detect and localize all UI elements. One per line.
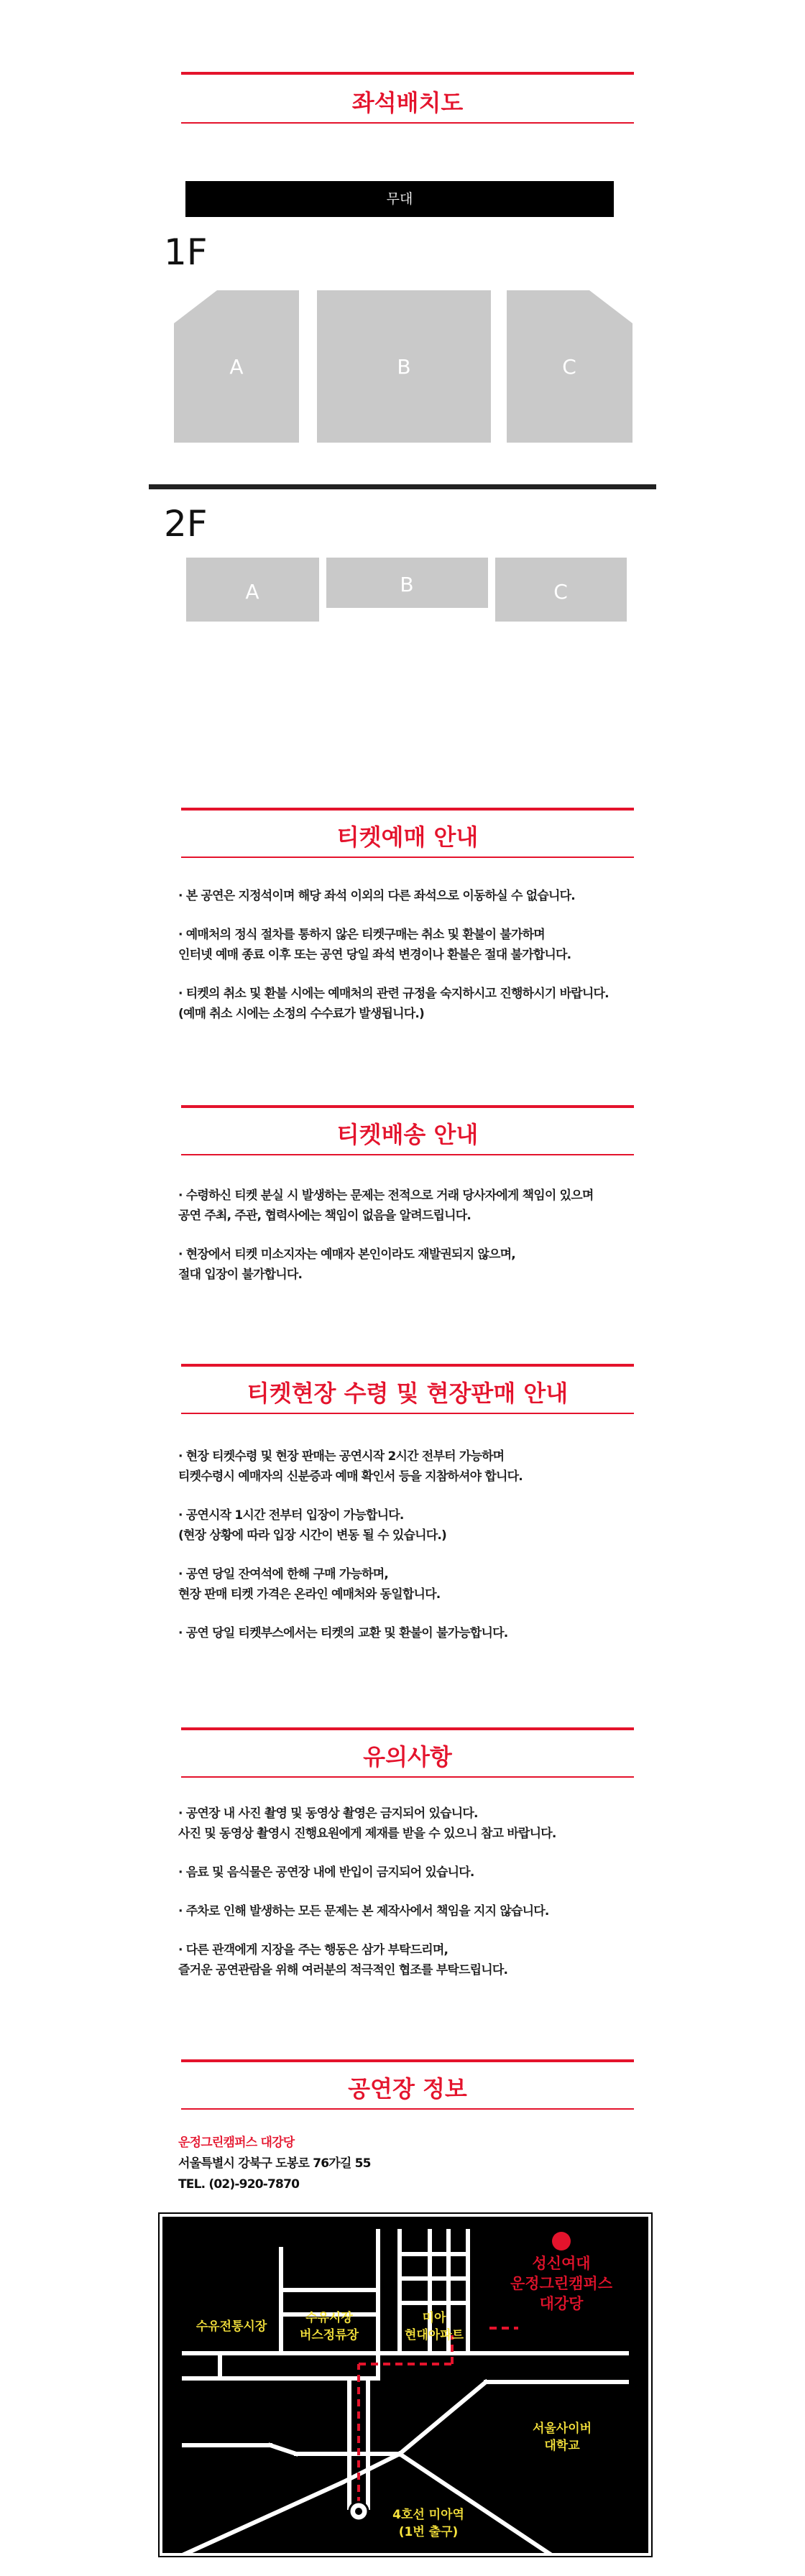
map-label-station-line1: 4호선 미아역 xyxy=(392,2508,464,2522)
section-1f-c-label: C xyxy=(562,355,576,379)
venue-map-drawing xyxy=(162,2217,648,2553)
section-1f-b-label: B xyxy=(397,355,411,379)
booking-note: · 예매처의 정식 절차를 통하지 않은 티켓구매는 취소 및 환불이 불가하며 인터넷 예매 종료 이후 또는 공연 당일 좌석 변경이나 환불은 절대 불가합니다. xyxy=(178,925,638,965)
floor-1-seating xyxy=(0,0,805,632)
seating-title: 좌석배치도 xyxy=(351,89,464,116)
delivery-notes xyxy=(178,1186,638,1303)
stage-label: 무대 xyxy=(386,191,413,207)
map-label-parking-line1: 수유시장 xyxy=(305,2311,353,2325)
map-label-suyu-market: 수유전통시장 xyxy=(196,2319,267,2334)
delivery-title: 티켓배송 안내 xyxy=(336,1121,479,1148)
section-2f-b-label: B xyxy=(400,573,414,596)
map-label-parking-line2: 버스정류장 xyxy=(299,2328,359,2342)
map-label-univ-line2: 대학교 xyxy=(544,2439,580,2453)
onsite-title-top-line xyxy=(181,1364,634,1367)
caution-note: · 음료 및 음식물은 공연장 내에 반입이 금지되어 있습니다. xyxy=(178,1862,638,1883)
delivery-note: · 현장에서 티켓 미소지자는 예매자 본인이라도 재발권되지 않으며, 절대 입장이 불가합니다. xyxy=(178,1245,638,1285)
map-label-dest-line3: 대강당 xyxy=(539,2295,584,2312)
map-label-station-line2: (1번 출구) xyxy=(398,2525,459,2539)
booking-title-bottom-line xyxy=(181,857,634,858)
section-2f-c-label: C xyxy=(553,580,568,604)
onsite-note: · 현장 티켓수령 및 현장 판매는 공연시작 2시간 전부터 가능하며 티켓수령시 예매자의 신분증과 예매 확인서 등을 지참하셔야 합니다. xyxy=(178,1446,638,1487)
delivery-title-bottom-line xyxy=(181,1154,634,1155)
map-label-apt-line1: 미아 xyxy=(422,2311,446,2325)
caution-title-bottom-line xyxy=(181,1776,634,1778)
caution-note: · 주차로 인해 발생하는 모든 문제는 본 제작사에서 책임을 지지 않습니다. xyxy=(178,1901,638,1921)
onsite-notes xyxy=(178,1446,638,1662)
onsite-note: · 공연 당일 잔여석에 한해 구매 가능하며, 현장 판매 티켓 가격은 온라인 예매처와 동일합니다. xyxy=(178,1564,638,1605)
caution-title-top-line xyxy=(181,1727,634,1730)
venue-info xyxy=(178,2133,371,2195)
floor-1-label: 1F xyxy=(164,231,208,273)
floor-2-label: 2F xyxy=(164,503,208,545)
venue-title-bottom-line xyxy=(181,2108,634,2110)
onsite-title: 티켓현장 수령 및 현장판매 안내 xyxy=(247,1380,569,1407)
section-2f-a-label: A xyxy=(245,580,259,604)
onsite-note: · 공연 당일 티켓부스에서는 티켓의 교환 및 환불이 불가능합니다. xyxy=(178,1623,638,1643)
venue-name: 운정그린캠퍼스 대강당 xyxy=(178,2136,295,2150)
caution-note: · 다른 관객에게 지장을 주는 행동은 삼가 부탁드리며, 즐거운 공연관람을 위해 여러분의 적극적인 협조를 부탁드립니다. xyxy=(178,1940,638,1980)
section-1f-a-label: A xyxy=(229,355,244,379)
floor-divider xyxy=(149,484,656,489)
delivery-title-top-line xyxy=(181,1105,634,1108)
booking-title-top-line xyxy=(181,808,634,811)
caution-notes xyxy=(178,1804,638,1999)
delivery-note: · 수령하신 티켓 분실 시 발생하는 문제는 전적으로 거래 당사자에게 책임이 있으며 공연 주최, 주관, 협력사에는 책임이 없음을 알려드립니다. xyxy=(178,1186,638,1226)
caution-note: · 공연장 내 사진 촬영 및 동영상 촬영은 금지되어 있습니다. 사진 및 동영상 촬영시 진행요원에게 제재를 받을 수 있으니 참고 바랍니다. xyxy=(178,1804,638,1844)
map-label-dest-line2: 운정그린캠퍼스 xyxy=(510,2275,613,2292)
booking-title: 티켓예매 안내 xyxy=(336,823,479,851)
booking-note: · 티켓의 취소 및 환불 시에는 예매처의 관련 규정을 숙지하시고 진행하시기 바랍니다. (예매 취소 시에는 소정의 수수료가 발생됩니다.) xyxy=(178,984,638,1024)
map-label-univ-line1: 서울사이버 xyxy=(532,2422,592,2436)
venue-map xyxy=(160,2214,651,2556)
venue-title-top-line xyxy=(181,2059,634,2062)
destination-marker-icon xyxy=(552,2232,571,2250)
booking-note: · 본 공연은 지정석이며 해당 좌석 이외의 다른 좌석으로 이동하실 수 없습니다. xyxy=(178,886,638,906)
venue-tel: TEL. (02)-920-7870 xyxy=(178,2177,300,2192)
onsite-note: · 공연시작 1시간 전부터 입장이 가능합니다. (현장 상황에 따라 입장 시간이 변동 될 수 있습니다.) xyxy=(178,1505,638,1546)
map-label-dest-line1: 성신여대 xyxy=(532,2255,591,2272)
onsite-title-bottom-line xyxy=(181,1413,634,1414)
booking-notes xyxy=(178,886,638,1043)
venue-title: 공연장 정보 xyxy=(348,2075,467,2102)
caution-title: 유의사항 xyxy=(363,1743,452,1771)
map-label-apt-line2: 현대아파트 xyxy=(404,2328,464,2342)
venue-address: 서울특별시 강북구 도봉로 76가길 55 xyxy=(178,2156,371,2171)
